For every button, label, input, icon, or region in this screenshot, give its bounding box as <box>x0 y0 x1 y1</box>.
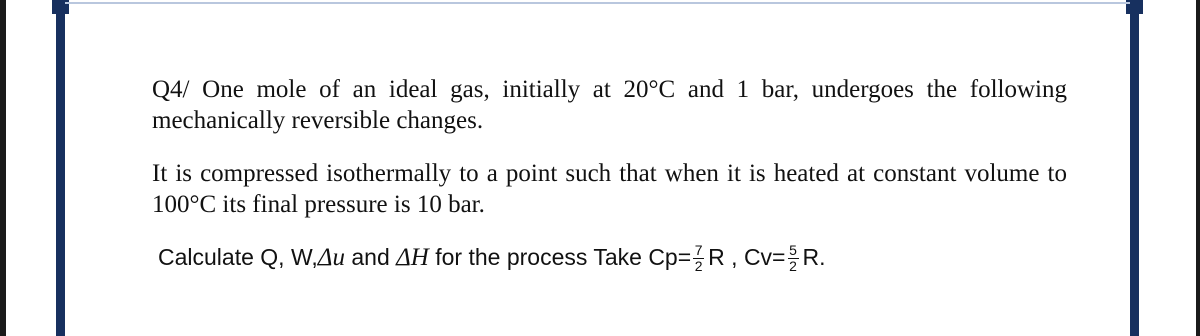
task-end: R. <box>802 244 826 270</box>
frame-top-line <box>65 2 1130 4</box>
question-intro: Q4/ One mole of an ideal gas, initially at 20°C and 1 bar, undergoes the following mechanically reversible changes. <box>152 76 1067 134</box>
cp-numerator: 7 <box>694 242 703 258</box>
cv-denominator: 2 <box>789 258 797 274</box>
right-edge <box>1196 0 1200 336</box>
left-edge <box>0 0 6 336</box>
cv-fraction <box>788 243 799 274</box>
frame-right-border <box>1130 0 1139 336</box>
task-prefix: Calculate Q, W, <box>158 244 318 270</box>
question-process: It is compressed isothermally to a point such that when it is heated at constant volume to 100°C its final pressure is 10 bar. <box>152 160 1067 218</box>
cp-denominator: 2 <box>694 258 703 274</box>
question-task <box>152 242 1067 273</box>
frame-left-border <box>56 0 65 336</box>
question-content <box>152 74 1067 273</box>
cp-fraction <box>693 243 704 274</box>
task-take: for the process Take Cp= <box>428 244 692 270</box>
task-cv: R , Cv= <box>708 244 786 270</box>
task-and: and <box>344 244 397 270</box>
delta-u: Δu <box>317 244 345 271</box>
cv-numerator: 5 <box>789 242 797 258</box>
delta-h: ΔH <box>396 244 429 271</box>
